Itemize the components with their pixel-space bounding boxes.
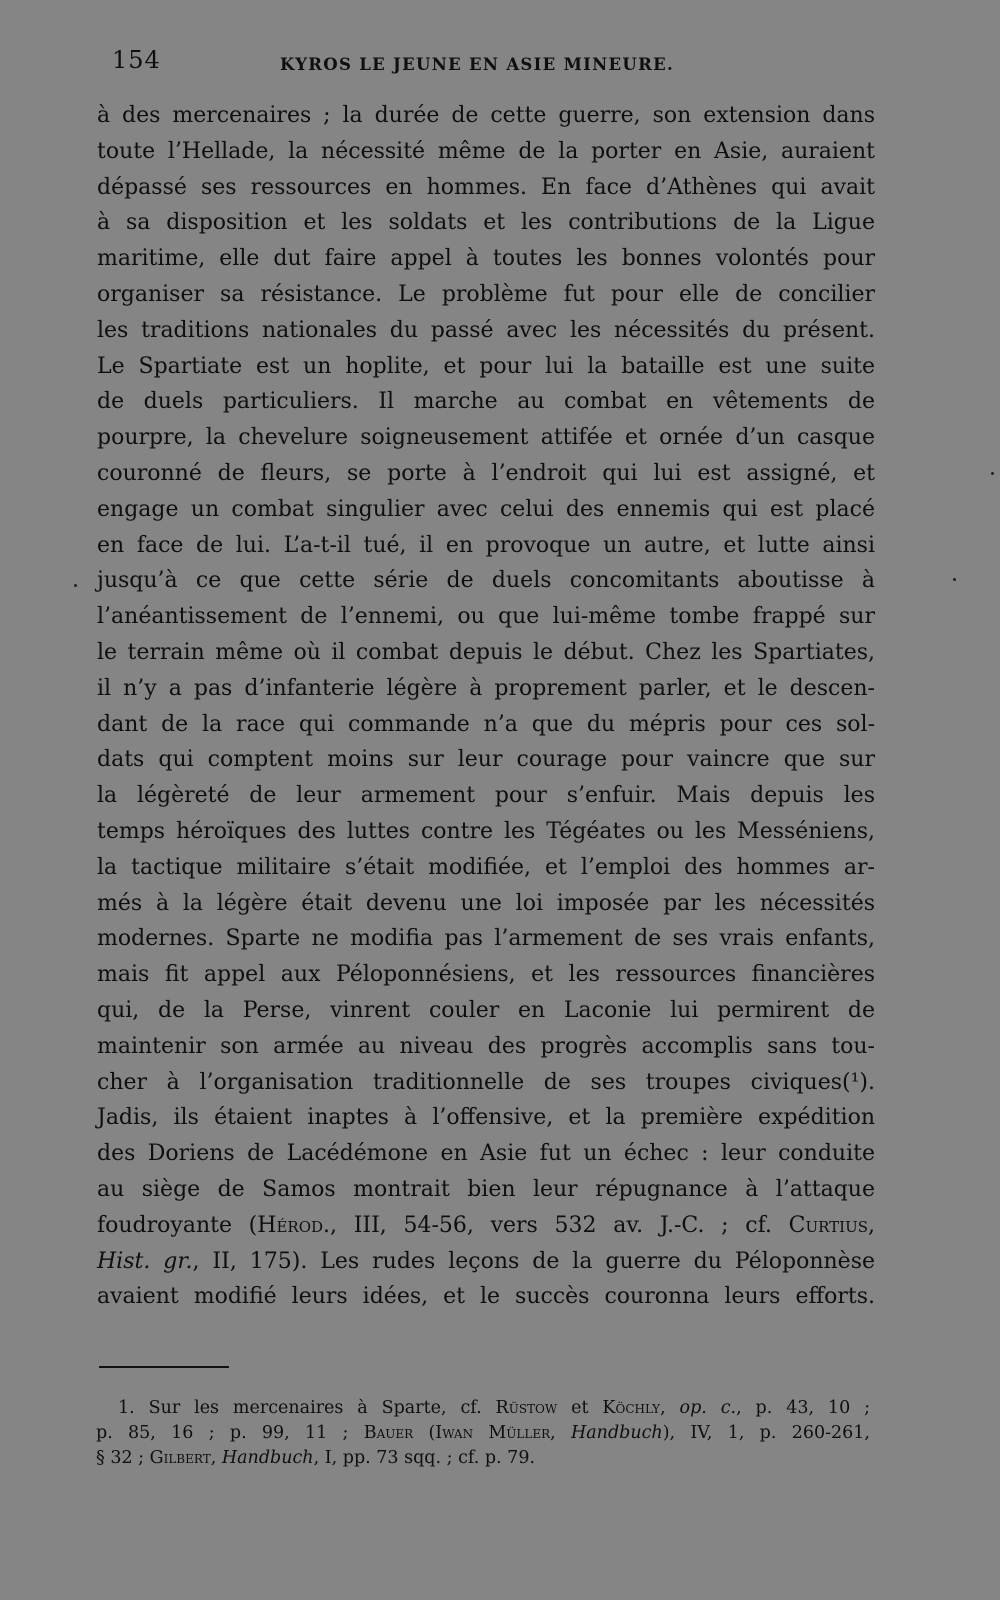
- footnote-text: ,: [210, 1448, 222, 1468]
- author-name: Gilbert: [149, 1448, 211, 1468]
- body-line: avaient modifié leurs idées, et le succès couronna leurs efforts.: [97, 1284, 875, 1310]
- body-line: maintenir son armée au niveau des progrès accomplis sans tou-: [97, 1033, 875, 1059]
- body-line: de duels particuliers. Il marche au combat en vêtements de: [97, 389, 875, 415]
- body-line: engage un combat singulier avec celui des ennemis qui est placé: [97, 496, 875, 522]
- author-name: Rüstow: [495, 1398, 558, 1418]
- body-text: [97, 98, 875, 1315]
- body-line: à des mercenaires ; la durée de cette guerre, son extension dans: [97, 103, 875, 128]
- footnote-text: ), IV, 1, p. 260-261,: [662, 1423, 870, 1443]
- scan-speck: [991, 472, 994, 475]
- line-text: foudroyante (: [97, 1212, 258, 1238]
- body-line: la légèreté de leur armement pour s’enfuir. Mais depuis les: [97, 783, 875, 809]
- body-line: pourpre, la chevelure soigneusement attifée et ornée d’un casque: [97, 425, 875, 451]
- footnote-line: [96, 1446, 870, 1471]
- footnote-text: 1. Sur les mercenaires à Sparte, cf.: [118, 1398, 496, 1418]
- footnote-text: et: [557, 1398, 603, 1418]
- body-line: le terrain même où il combat depuis le début. Chez les Spartiates,: [97, 639, 875, 665]
- author-name: Hérod.: [257, 1212, 331, 1238]
- body-line: maritime, elle dut faire appel à toutes les bonnes volontés pour: [97, 246, 875, 272]
- body-line: cher à l’organisation traditionnelle de ses troupes civiques(¹).: [97, 1069, 875, 1095]
- footnote-line: [96, 1421, 870, 1446]
- author-name: Curtius,: [788, 1212, 875, 1238]
- running-title: KYROS LE JEUNE EN ASIE MINEURE.: [280, 55, 675, 74]
- line-text: , II, 175). Les rudes leçons de la guerre du Péloponnèse: [192, 1248, 876, 1274]
- body-line: organiser sa résistance. Le problème fut pour elle de concilier: [97, 281, 875, 307]
- footnote-text: ,: [660, 1398, 680, 1418]
- footnote-divider: [99, 1366, 229, 1368]
- work-title: Handbuch: [221, 1448, 314, 1468]
- body-line: dépassé ses ressources en hommes. En face d’Athènes qui avait: [97, 174, 875, 200]
- body-line: en face de lui. L’a-t-il tué, il en provoque un autre, et lutte ainsi: [97, 532, 875, 558]
- body-line: la tactique militaire s’était modifiée, et l’emploi des hommes ar-: [97, 854, 875, 880]
- footnote-line: [96, 1396, 870, 1421]
- footnote-text: (: [413, 1423, 436, 1443]
- footnote-text: , p. 43, 10 ;: [736, 1398, 870, 1418]
- body-line: jusqu’à ce que cette série de duels concomitants aboutisse à: [97, 568, 875, 594]
- footnote-text: ,: [550, 1423, 571, 1443]
- body-line: dant de la race qui commande n’a que du mépris pour ces sol-: [97, 711, 875, 737]
- body-line: Jadis, ils étaient inaptes à l’offensive, et la première expédition: [97, 1105, 875, 1131]
- body-line: toute l’Hellade, la nécessité même de la porter en Asie, auraient: [97, 138, 875, 164]
- body-line: mais fit appel aux Péloponnésiens, et les ressources financières: [97, 962, 875, 988]
- footnote-text: § 32 ;: [96, 1448, 150, 1468]
- body-line: més à la légère était devenu une loi imposée par les nécessités: [97, 890, 875, 916]
- author-name: Bauer: [363, 1423, 414, 1443]
- body-line: dats qui comptent moins sur leur courage pour vaincre que sur: [97, 747, 875, 773]
- footnote-text: p. 85, 16 ; p. 99, 11 ;: [96, 1423, 364, 1443]
- body-line: il n’y a pas d’infanterie légère à proprement parler, et le descen-: [97, 675, 875, 701]
- line-text: , III, 54-56, vers 532 av. J.-C. ; cf.: [330, 1212, 789, 1238]
- body-line: Le Spartiate est un hoplite, et pour lui la bataille est une suite: [97, 353, 875, 379]
- page-number: 154: [112, 46, 161, 74]
- scan-speck: [74, 584, 77, 587]
- work-title: op. c.: [679, 1398, 737, 1418]
- footnotes: [96, 1396, 870, 1471]
- body-line: à sa disposition et les soldats et les contributions de la Ligue: [97, 210, 875, 236]
- body-line: les traditions nationales du passé avec les nécessités du présent.: [97, 317, 875, 343]
- body-line: l’anéantissement de l’ennemi, ou que lui-même tombe frappé sur: [97, 604, 875, 630]
- body-line: couronné de fleurs, se porte à l’endroit qui lui est assigné, et: [97, 460, 875, 486]
- work-title: Hist. gr.: [97, 1248, 193, 1274]
- author-name: Iwan Müller: [435, 1423, 551, 1443]
- body-line: temps héroïques des luttes contre les Tégéates ou les Messéniens,: [97, 818, 875, 844]
- footnote-text: , I, pp. 73 sqq. ; cf. p. 79.: [313, 1448, 536, 1468]
- scan-speck: [953, 578, 956, 581]
- work-title: Handbuch: [570, 1423, 663, 1443]
- body-line-citation: [97, 1208, 875, 1244]
- body-line: au siège de Samos montrait bien leur répugnance à l’attaque: [97, 1176, 875, 1202]
- body-line: qui, de la Perse, vinrent couler en Laconie lui permirent de: [97, 997, 875, 1023]
- body-line: modernes. Sparte ne modifia pas l’armement de ses vrais enfants,: [97, 926, 875, 952]
- body-line-citation: [97, 1244, 875, 1280]
- body-line: des Doriens de Lacédémone en Asie fut un échec : leur conduite: [97, 1141, 875, 1167]
- author-name: Köchly: [602, 1398, 661, 1418]
